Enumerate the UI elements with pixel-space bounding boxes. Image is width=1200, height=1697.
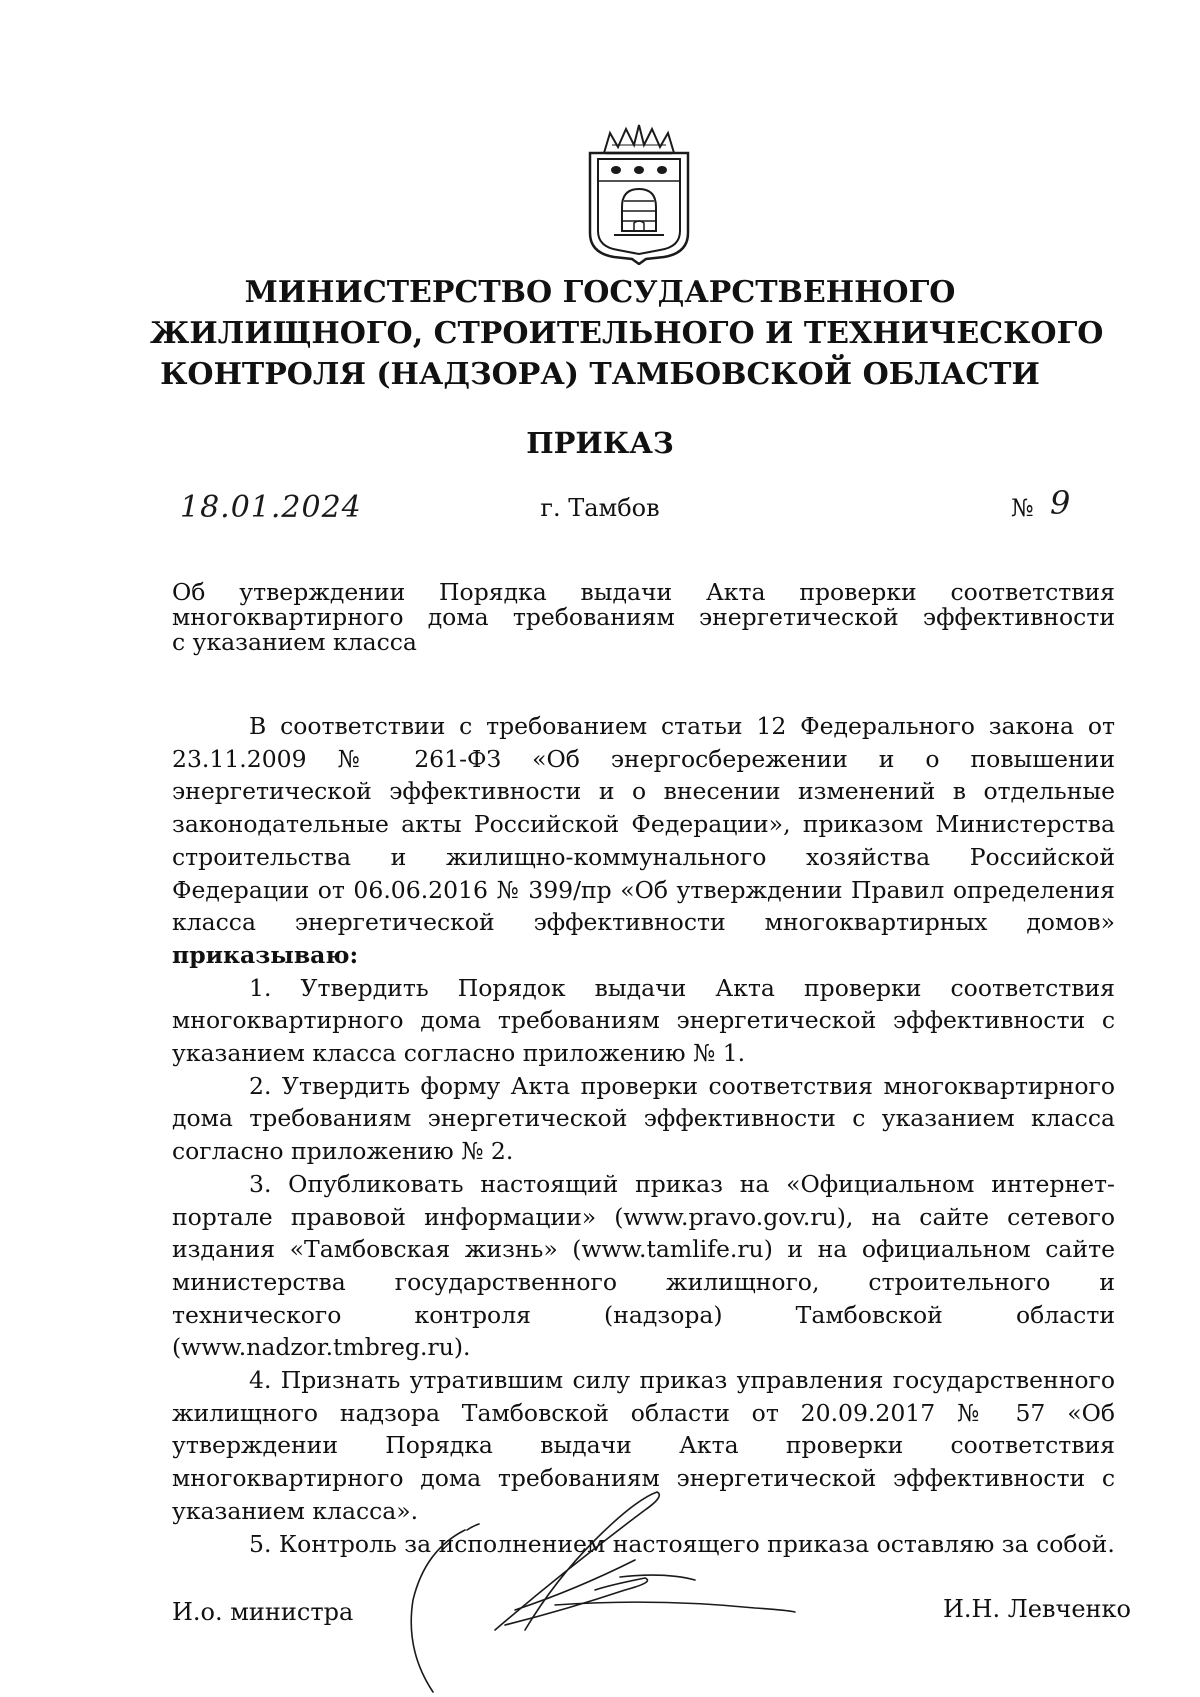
order-item-5: 5. Контроль за исполнением настоящего приказа оставляю за собой.	[249, 1529, 1115, 1558]
signer-role: И.о. министра	[172, 1598, 354, 1626]
number-label: №	[1011, 494, 1034, 522]
ministry-title-line-1: МИНИСТЕРСТВО ГОСУДАРСТВЕННОГО	[244, 275, 956, 310]
signer-name: И.Н. Левченко	[943, 1595, 1132, 1623]
handwritten-date: 18.01.2024	[180, 490, 362, 525]
subject-line-3: с указанием класса	[172, 628, 417, 656]
order-item-3: 3. Опубликовать настоящий приказ на «Официальном интернет-портале правовой информации» (www.pravo.gov.ru), на сайте сетевого издания «Тамбовская жизнь» (www.tamlife.ru) и на официальном сайте министерства государственного жилищного, строительного и технического контроля (надзора) Тамбовской области (www.nadzor.tmbreg.ru).	[172, 1169, 1115, 1362]
order-item-1: 1. Утвердить Порядок выдачи Акта проверки соответствия многоквартирного дома требованиям энергетической эффективности с указанием класса согласно приложению № 1.	[172, 973, 1115, 1068]
city: г. Тамбов	[540, 494, 660, 522]
order-item-4: 4. Признать утратившим силу приказ управления государственного жилищного надзора Тамбовской области от 20.09.2017 № 57 «Об утверждении Порядка выдачи Акта проверки соответствия многоквартирного дома требованиям энергетической эффективности с указанием класса».	[172, 1366, 1115, 1525]
handwritten-number: 9	[1050, 484, 1071, 522]
document-type: ПРИКАЗ	[526, 426, 674, 460]
order-body	[172, 710, 1115, 1560]
ministry-title-line-2: ЖИЛИЩНОГО, СТРОИТЕЛЬНОГО И ТЕХНИЧЕСКОГО	[150, 316, 1104, 351]
subject-line-1: Об утверждении Порядка выдачи Акта проверки соответствия	[172, 578, 1115, 606]
subject-line-2: многоквартирного дома требованиям энергетической эффективности	[172, 603, 1115, 631]
ministry-title	[150, 272, 1104, 395]
ministry-title-line-3: КОНТРОЛЯ (НАДЗОРА) ТАМБОВСКОЙ ОБЛАСТИ	[160, 357, 1040, 392]
subject	[172, 580, 1115, 655]
order-word: приказываю:	[172, 940, 359, 969]
preamble-text: В соответствии с требованием статьи 12 Федерального закона от 23.11.2009 № 261-ФЗ «Об энергосбережении и о повышении энергетической эффективности и о внесении изменений в отдельные законодательные акты Российской Федерации», приказом Министерства строительства и жилищно-коммунального хозяйства Российской Федерации от 06.06.2016 № 399/пр «Об утверждении Правил определения класса энергетической эффективности многоквартирных домов»	[172, 712, 1115, 937]
order-item-2: 2. Утвердить форму Акта проверки соответствия многоквартирного дома требованиям энергетической эффективности с указанием класса согласно приложению № 2.	[172, 1071, 1115, 1166]
handwritten-signature	[395, 1460, 875, 1697]
tambov-coat-of-arms-icon	[582, 123, 697, 265]
preamble-paragraph	[172, 710, 1115, 972]
